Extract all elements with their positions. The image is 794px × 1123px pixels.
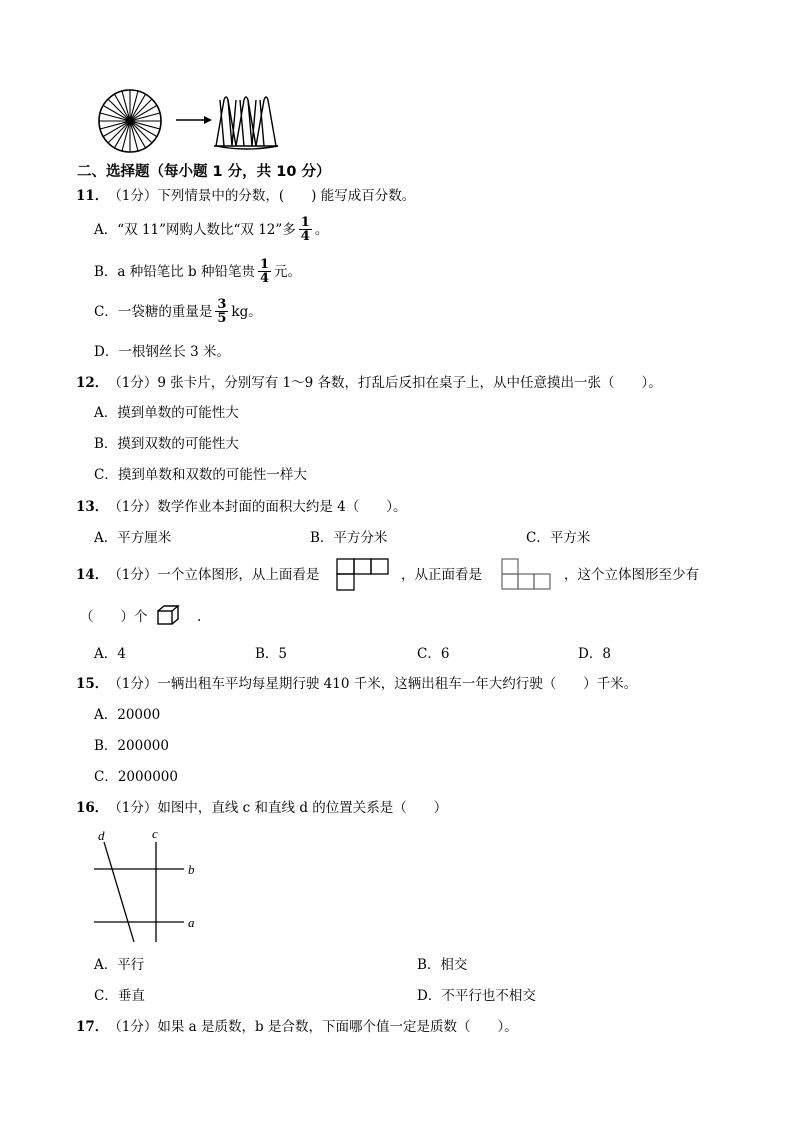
fraction: $\frac{3}{5}$: [217, 297, 227, 326]
front-view-figure: [500, 557, 554, 591]
option-11c: C． 一袋糖的重量是 $\frac{3}{5}$ kg。: [94, 297, 262, 326]
question-score: （1分）: [108, 567, 158, 583]
question-text: 一个立体图形，从上面看是: [157, 567, 320, 583]
option-16d: D． 不平行也不相交: [417, 988, 536, 1004]
option-15c: C． 2000000: [94, 769, 178, 785]
label-c: c: [152, 826, 158, 841]
question-text: 如果 a 是质数，b 是合数，下面哪个值一定是质数（ ）。: [157, 1019, 518, 1035]
question-score: （1分）: [108, 375, 158, 391]
question-17: [76, 1018, 518, 1036]
question-score: （1分）: [108, 499, 158, 515]
question-score: （1分）: [108, 1019, 158, 1035]
option-11d: D． 一根钢丝长 3 米。: [94, 344, 230, 360]
question-16: [76, 799, 447, 817]
question-text: ，从正面看是: [401, 567, 482, 583]
option-12a: A． 摸到单数的可能性大: [94, 405, 239, 421]
question-11: [76, 187, 415, 205]
line-d: [104, 842, 134, 942]
question-text: ，这个立体图形至少有: [564, 567, 699, 583]
question-number: 13．: [76, 499, 109, 515]
lines-figure: [88, 826, 208, 946]
option-12b: B． 摸到双数的可能性大: [94, 436, 239, 452]
label-d: d: [98, 828, 105, 843]
top-view-figure: [336, 558, 392, 592]
question-number: 16．: [76, 800, 109, 816]
question-14: [76, 566, 319, 584]
cube-icon: [156, 604, 182, 626]
option-14a: A． 4: [94, 646, 126, 662]
question-text: .: [197, 609, 202, 625]
option-15b: B． 200000: [94, 738, 169, 754]
sectored-circle: [99, 90, 161, 152]
question-score: （1分）: [108, 800, 158, 816]
question-score: （1分）: [108, 188, 158, 204]
question-12: [76, 374, 662, 392]
option-13c: C． 平方米: [526, 530, 591, 546]
option-11b: B． a 种铅笔比 b 种铅笔贵 $\frac{1}{4}$ 元。: [94, 257, 302, 286]
circle-rearrange-figure: [96, 86, 296, 156]
question-score: （1分）: [108, 676, 158, 692]
question-15: [76, 675, 637, 693]
fraction: $\frac{1}{4}$: [260, 257, 270, 286]
question-text: 数学作业本封面的面积大约是 4（ ）。: [157, 499, 407, 515]
option-16b: B． 相交: [417, 957, 468, 973]
question-text: 如图中，直线 c 和直线 d 的位置关系是（ ）: [157, 800, 448, 816]
option-15a: A． 20000: [94, 707, 161, 723]
option-14c: C． 6: [417, 646, 450, 662]
option-14b: B． 5: [255, 646, 288, 662]
section-title: 二、选择题（每小题 1 分，共 10 分）: [77, 164, 331, 180]
question-number: 12．: [76, 375, 109, 391]
question-number: 14．: [76, 567, 109, 583]
question-13: [76, 498, 407, 516]
fraction: $\frac{1}{4}$: [300, 215, 310, 244]
question-number: 17．: [76, 1019, 109, 1035]
question-number: 11．: [76, 188, 109, 204]
option-16c: C． 垂直: [94, 988, 145, 1004]
question-text: 下列情景中的分数，( ) 能写成百分数。: [157, 188, 416, 204]
option-11a: A． “双 11”网购人数比“双 12”多 $\frac{1}{4}$ 。: [94, 215, 329, 244]
rearranged-sectors: [214, 97, 278, 149]
option-13a: A． 平方厘米: [94, 530, 172, 546]
arrow-icon: [176, 116, 212, 124]
option-14d: D． 8: [578, 646, 611, 662]
question-text: 一辆出租车平均每星期行驶 410 千米，这辆出租车一年大约行驶（ ）千米。: [157, 676, 638, 692]
question-number: 15．: [76, 676, 109, 692]
question-text: 9 张卡片，分别写有 1～9 各数，打乱后反扣在桌子上，从中任意摸出一张（ ）。: [157, 375, 662, 391]
label-a: a: [188, 915, 195, 930]
option-16a: A． 平行: [94, 957, 145, 973]
question-text: （ ）个: [80, 609, 148, 625]
option-12c: C． 摸到单数和双数的可能性一样大: [94, 467, 307, 483]
label-b: b: [188, 862, 195, 877]
option-13b: B． 平方分米: [310, 530, 388, 546]
